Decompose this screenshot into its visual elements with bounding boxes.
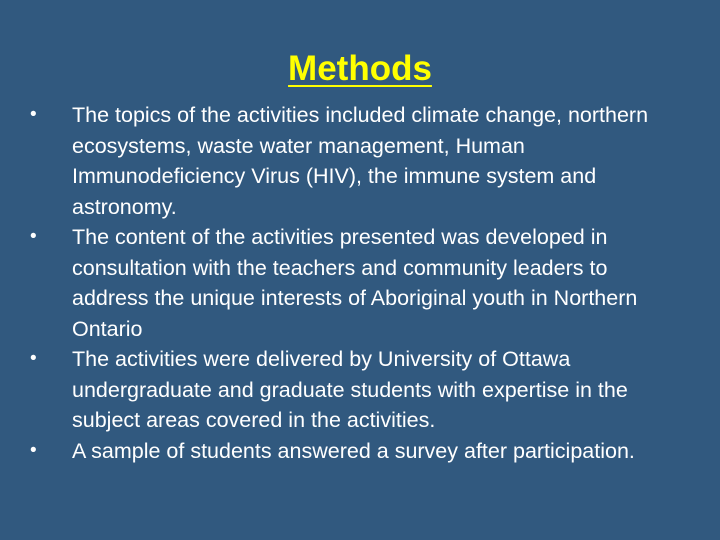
slide-title-text: Methods [288,49,432,89]
bullet-marker-4: • [30,439,37,461]
bullet-marker-3: • [30,348,37,369]
bullet-list [30,100,685,466]
bullet-text-4: A sample of students answered a survey after participation. [72,438,635,463]
slide-title [0,47,720,91]
bullet-item-3 [30,344,685,436]
bullet-item-1 [30,100,685,222]
bullet-item-2 [30,222,685,344]
bullet-text-1: The topics of the activities included climate change, northern ecosystems, waste water management, Human Immunodeficiency Virus (HIV), the immune system and astronomy. [72,103,649,219]
bullet-marker-2: • [30,226,37,247]
bullet-marker-1: • [30,104,37,125]
bullet-item-4 [30,436,685,467]
bullet-text-2: The content of the activities presented was developed in consultation with the teachers and community leaders to address the unique interests of Aboriginal youth in Northern Ontario [72,225,638,341]
bullet-text-3: The activities were delivered by University of Ottawa undergraduate and graduate students with expertise in the subject areas covered in the activities. [72,347,628,432]
